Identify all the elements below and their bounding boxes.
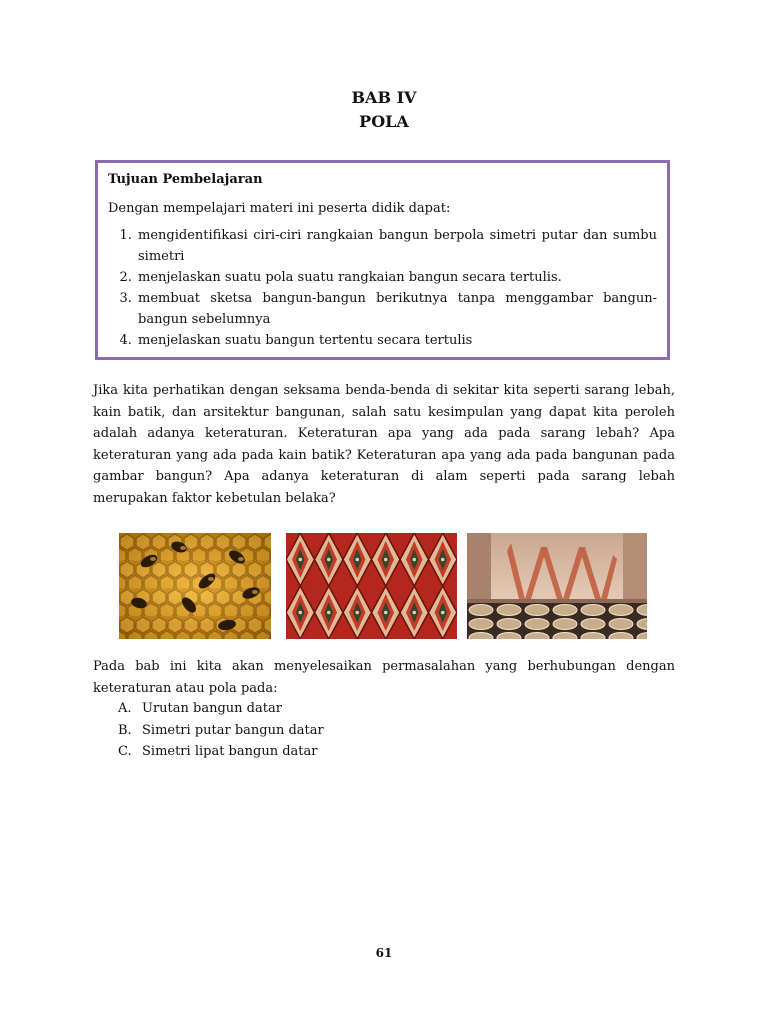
objectives-list — [108, 225, 657, 351]
chapter-title: POLA — [359, 112, 409, 131]
page-number: 61 — [375, 946, 393, 960]
architecture-interior-photo — [467, 533, 647, 639]
objectives-heading: Tujuan Pembelajaran — [108, 172, 263, 187]
objectives-intro: Dengan mempelajari materi ini peserta didik dapat: — [108, 201, 451, 216]
list-marker: B. — [118, 722, 132, 738]
learning-objectives-box — [95, 160, 670, 360]
topic-list — [118, 698, 324, 763]
intro-paragraph: Jika kita perhatikan dengan seksama benda-benda di sekitar kita seperti sarang lebah, kain batik, dan arsitektur bangunan, salah satu kesimpulan yang dapat kita peroleh adalah adanya keteraturan. Keteraturan apa yang ada pada sarang lebah? Apa keteraturan yang ada pada kain batik? Keteraturan apa yang ada pada bangunan pada gambar bangun? Apa adanya keteraturan di alam seperti pada sarang lebah merupakan faktor kebetulan belaka? — [93, 383, 675, 506]
chapter-label: BAB IV — [351, 88, 417, 107]
batik-fabric-photo — [286, 533, 457, 639]
list-item — [118, 698, 324, 720]
list-marker: C. — [118, 744, 132, 759]
chapter-intro-paragraph: Pada bab ini kita akan menyelesaikan permasalahan yang berhubungan dengan keteraturan atau pola pada: — [93, 659, 675, 696]
list-marker: A. — [118, 701, 132, 716]
list-item-label: Simetri putar bangun datar — [142, 722, 324, 738]
list-item — [118, 741, 324, 763]
honeycomb-photo — [119, 533, 271, 639]
list-item — [118, 720, 324, 742]
list-item-label: Urutan bangun datar — [142, 701, 282, 716]
list-item-label: Simetri lipat bangun datar — [142, 744, 318, 759]
objective-item: 4. menjelaskan suatu bangun tertentu secara tertulis — [136, 330, 657, 351]
objective-item: 2. menjelaskan suatu pola suatu rangkaian bangun secara tertulis. — [136, 267, 657, 288]
objective-item: 1. mengidentifikasi ciri-ciri rangkaian bangun berpola simetri putar dan sumbu simetri — [136, 225, 657, 267]
objective-item: 3. membuat sketsa bangun-bangun berikutnya tanpa menggambar bangun-bangun sebelumnya — [136, 288, 657, 330]
